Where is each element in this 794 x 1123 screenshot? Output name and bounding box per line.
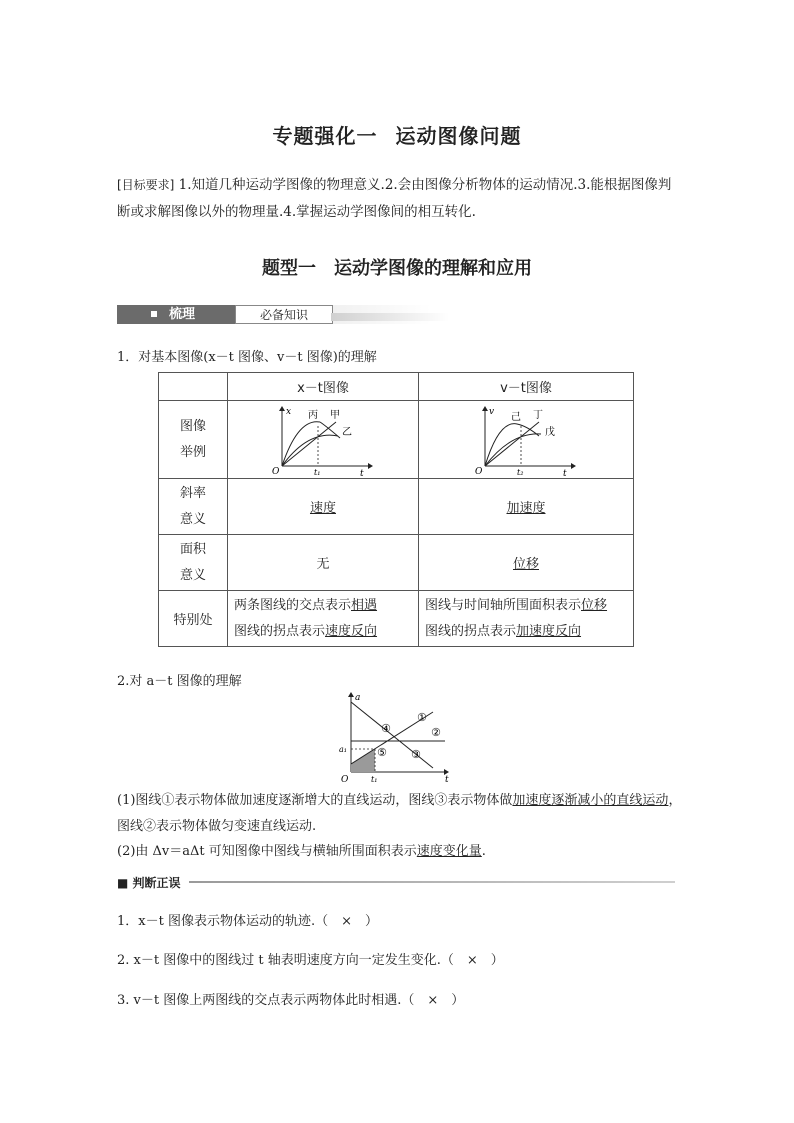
judge-divider bbox=[189, 881, 675, 883]
section-heading bbox=[0, 254, 794, 280]
slope-vt: 加速度 bbox=[506, 501, 546, 516]
tab-dark-label: 梳理 bbox=[169, 307, 196, 322]
xt-origin: O bbox=[272, 466, 280, 476]
col-header-xt: x－t图像 bbox=[228, 373, 419, 401]
row-label-example: 图像举例 bbox=[159, 401, 228, 479]
goal-tag: [目标要求] bbox=[117, 178, 175, 192]
goal-text: 1.知道几种运动学图像的物理意义.2.会由图像分析物体的运动情况.3.能根据图像判断或求解图像以外的物理量.4.掌握运动学图像间的相互转化. bbox=[117, 177, 672, 220]
title-part2: 运动图像问题 bbox=[395, 124, 522, 148]
at-graph bbox=[337, 690, 455, 784]
row-label-slope: 斜率意义 bbox=[159, 479, 228, 535]
tab-light bbox=[235, 305, 431, 324]
at-mark-2: ② bbox=[431, 726, 441, 739]
special-vt: 图线与时间轴所围面积表示位移 图线的拐点表示加速度反向 bbox=[419, 591, 634, 647]
at-t1: t₁ bbox=[371, 775, 378, 784]
xt-tick: t₁ bbox=[314, 467, 321, 476]
vt-axis-x: t bbox=[563, 468, 567, 476]
xt-axis-y: x bbox=[286, 406, 292, 417]
vt-label-1: 丁 bbox=[533, 409, 543, 421]
graph-vt-cell bbox=[419, 401, 634, 479]
judge-item-3: 3. v－t 图像上两图线的交点表示两物体此时相遇.（ × ） bbox=[117, 993, 465, 1008]
title-part1: 专题强化一 bbox=[272, 124, 378, 148]
special-xt: 两条图线的交点表示相遇 图线的拐点表示速度反向 bbox=[228, 591, 419, 647]
vt-tick: t₂ bbox=[517, 467, 524, 476]
judge-item-2: 2. x－t 图像中的图线过 t 轴表明速度方向一定发生变化.（ × ） bbox=[117, 953, 504, 968]
xt-axis-x: t bbox=[360, 468, 364, 476]
at-a1: a₁ bbox=[339, 745, 347, 754]
section-part1: 题型一 bbox=[262, 258, 316, 279]
item1-title: 1．对基本图像(x－t 图像、v－t 图像)的理解 bbox=[117, 350, 377, 365]
row-label-area: 面积意义 bbox=[159, 535, 228, 591]
tab-light-label: 必备知识 bbox=[235, 305, 333, 324]
judge-item-1: 1．x－t 图像表示物体运动的轨迹.（ × ） bbox=[117, 914, 378, 929]
page-title bbox=[0, 120, 794, 149]
goal-paragraph bbox=[117, 172, 682, 226]
xt-label-1: 甲 bbox=[330, 409, 340, 421]
vt-origin: O bbox=[475, 466, 483, 476]
para1: (1)图线①表示物体做加速度逐渐增大的直线运动，图线③表示物体做加速度逐渐减小的直线运动，图线②表示物体做匀变速直线运动. bbox=[117, 793, 682, 834]
para2: (2)由 Δv＝aΔt 可知图像中图线与横轴所围面积表示速度变化量. bbox=[117, 844, 486, 859]
slope-xt: 速度 bbox=[309, 501, 336, 516]
tab-shade bbox=[331, 313, 449, 321]
at-mark-1: ① bbox=[417, 711, 427, 724]
square-icon bbox=[151, 311, 157, 317]
table-corner bbox=[159, 373, 228, 401]
at-mark-5: ⑤ bbox=[377, 746, 387, 759]
graph-xt-cell bbox=[228, 401, 419, 479]
at-axis-x: t bbox=[445, 775, 449, 784]
xt-label-0: 丙 bbox=[308, 409, 318, 421]
vt-graph bbox=[471, 404, 581, 476]
col-header-vt: v－t图像 bbox=[419, 373, 634, 401]
vt-label-0: 己 bbox=[511, 411, 521, 423]
xt-graph bbox=[268, 404, 378, 476]
at-origin: O bbox=[341, 775, 349, 784]
area-xt: 无 bbox=[228, 535, 419, 591]
at-mark-4: ④ bbox=[381, 722, 391, 735]
vt-axis-y: v bbox=[489, 406, 495, 417]
at-axis-y: a bbox=[355, 693, 361, 703]
vt-label-2: 戊 bbox=[545, 426, 555, 438]
row-label-special: 特别处 bbox=[159, 591, 228, 647]
section-part2: 运动学图像的理解和应用 bbox=[334, 258, 532, 279]
at-mark-3: ③ bbox=[411, 748, 421, 761]
tab-dark bbox=[117, 305, 235, 324]
item2-title: 2.对 a－t 图像的理解 bbox=[117, 674, 242, 689]
area-vt: 位移 bbox=[512, 557, 539, 572]
section-tab-bar bbox=[117, 303, 431, 325]
judge-title: ■ 判断正误 bbox=[117, 876, 181, 890]
graph-comparison-table bbox=[158, 372, 634, 647]
xt-label-2: 乙 bbox=[342, 426, 352, 438]
